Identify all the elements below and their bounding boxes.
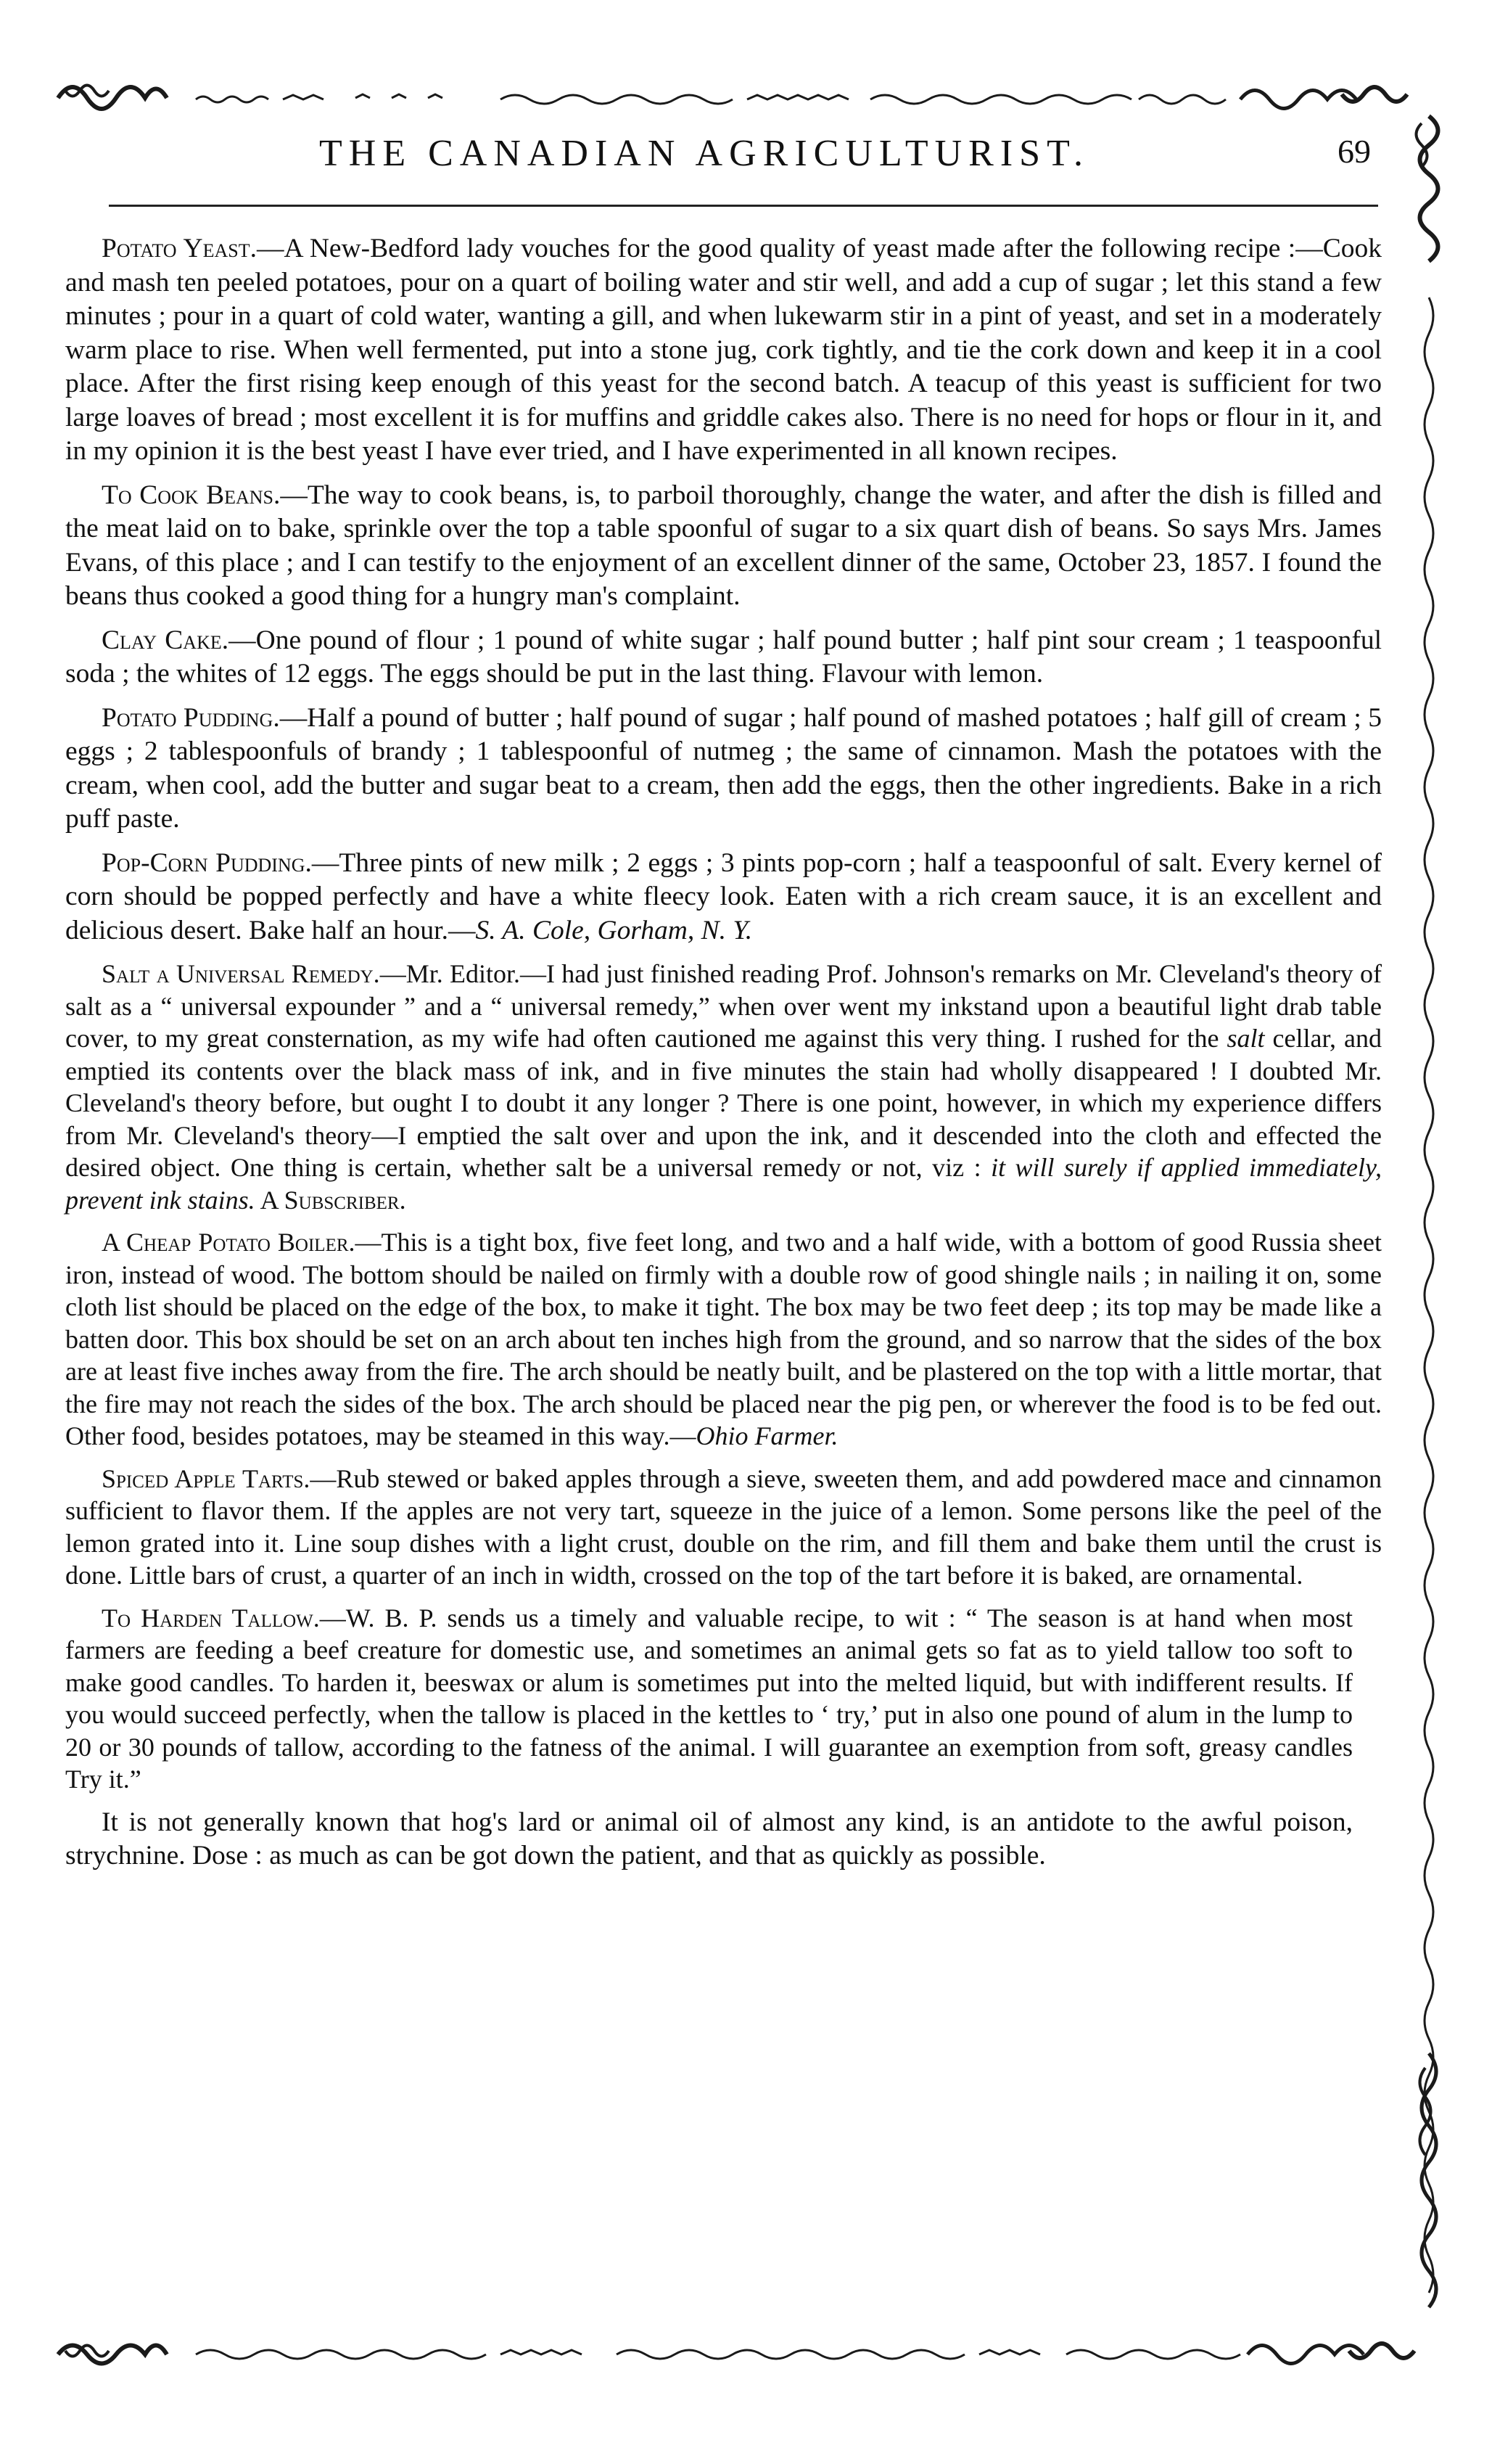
article-body-continued: cellar, and emptied its contents over the black mass of ink, and in five minutes the stain had wholly disappeared ! I doubted Mr. Cleveland's theory before, but ought I to doubt it any longer ? There is one point, however, in which my experience differs from Mr. Cleveland's theory—I emptied the salt over and upon the ink, and it descended into the cloth and effected the desired object. One thing is certain, whether salt be a universal remedy or not, viz : — [65, 1024, 1382, 1182]
article-potato-pudding — [65, 702, 1382, 837]
page-number: 69 — [1338, 133, 1371, 170]
article-heading: To Cook Beans. — [102, 480, 281, 510]
article-body: —W. B. P. sends us a timely and valuable recipe, to wit : “ The season is at hand when most farmers are feeding a beef creature for domestic use, and sometimes an animal gets so fat as to yield tallow too soft to make good candles. To harden it, beeswax or alum is sometimes put into the melted liquid, but with indifferent results. If you would succeed perfectly, when the tallow is placed in the kettles to ‘ try,’ put in also one pound of alum in the lump to 20 or 30 pounds of tallow, according to the fatness of the animal. I will guarantee an exemption from soft, greasy candles Try it.” — [65, 1603, 1353, 1794]
right-ornamental-border — [1404, 109, 1454, 2336]
bottom-ornamental-border — [51, 2329, 1443, 2380]
article-salt-universal-remedy — [65, 958, 1382, 1216]
article-signature: S. A. Cole, Gorham, N. Y. — [475, 915, 753, 945]
running-header — [109, 132, 1378, 183]
article-emphasis: salt — [1227, 1024, 1265, 1053]
article-heading: Spiced Apple Tarts. — [102, 1463, 310, 1493]
article-column — [65, 232, 1382, 1884]
journal-title: THE CANADIAN AGRICULTURIST. — [319, 133, 1089, 174]
article-body: —A New-Bedford lady vouches for the good quality of yeast made after the following recipe :—Cook and mash ten peeled potatoes, pour on a quart of boiling water and stir well, and add a cup of sugar ; let this stand a few minutes ; pour in a quart of cold water, wanting a gill, and when lukewarm stir in a pint of yeast, and set in a moderately warm place to rise. When well fermented, put into a stone jug, cork tightly, and tie the cork down and keep it in a cool place. After the first rising keep enough of this yeast for the second batch. A teacup of this yeast is sufficient for two large loaves of bread ; most excellent it is for muffins and griddle cakes also. There is no need for hops or flour in it, and in my opinion it is the best yeast I have ever tried, and I have experimented in all known recipes. — [65, 234, 1382, 466]
article-clay-cake — [65, 624, 1382, 691]
article-body: It is not generally known that hog's lard or animal oil of almost any kind, is an antidote to the awful poison, strychnine. Dose : as much as can be got down the patient, and that as quickly as possible. — [65, 1807, 1353, 1870]
article-body: —Three pints of new milk ; 2 eggs ; 3 pints pop-corn ; half a teaspoonful of salt. Every kernel of corn should be popped perfectly and have a white fleecy look. Eaten with a rich cream sauce, it is an excellent and delicious desert. Bake half an hour.— — [65, 847, 1382, 945]
article-potato-yeast — [65, 232, 1382, 469]
header-rule — [109, 205, 1378, 207]
article-body: —This is a tight box, five feet long, and two and a half wide, with a bottom of good Russia sheet iron, instead of wood. The bottom should be nailed on firmly with a double row of good shingle nails ; in nailing it on, some cloth list should be placed on the edge of the box, to make it tight. The box may be two feet deep ; its top may be made like a batten door. This box should be set on an arch about ten inches high from the ground, and so narrow that the sides of the box are at least five inches away from the fire. The arch should be neatly built, and be plastered on the top with a little mortar, that the fire may not reach the sides of the box. The arch should be placed near the pig pen, or wherever the food is to be fed out. Other food, besides potatoes, may be steamed in this way.— — [65, 1228, 1382, 1450]
article-to-harden-tallow — [65, 1602, 1353, 1796]
article-heading: To Harden Tallow. — [102, 1603, 320, 1633]
article-spiced-apple-tarts — [65, 1463, 1382, 1592]
article-strychnine-antidote — [65, 1806, 1353, 1873]
article-signature: Ohio Farmer. — [696, 1421, 838, 1450]
top-ornamental-border — [51, 69, 1443, 120]
article-cheap-potato-boiler — [65, 1226, 1382, 1453]
article-heading: Salt a Universal Remedy. — [102, 959, 380, 988]
article-body: —Rub stewed or baked apples through a sieve, sweeten them, and add powdered mace and cinnamon sufficient to flavor them. If the apples are not very tart, squeeze in the juice of a lemon. Some persons like the peel of the lemon grated into it. Line soup dishes with a light crust, double on the rim, and fill them and bake them until the crust is done. Little bars of crust, a quarter of an inch in width, crossed on the top of the tart before it is baked, are ornamental. — [65, 1463, 1382, 1590]
article-body: —Half a pound of butter ; half pound of sugar ; half pound of mashed potatoes ; half gill of cream ; 5 eggs ; 2 tablespoonfuls of brandy ; 1 tablespoonful of nutmeg ; the same of cinnamon. Mash the potatoes with the cream, when cool, add the butter and sugar beat to a cream, then add the eggs, then the other ingredients. Bake in a rich puff paste. — [65, 702, 1382, 834]
article-heading: Potato Pudding. — [102, 702, 280, 733]
article-pop-corn-pudding — [65, 847, 1382, 948]
article-to-cook-beans — [65, 479, 1382, 614]
article-body: —The way to cook beans, is, to parboil thoroughly, change the water, and after the dish is filled and the meat laid on to bake, sprinkle over the top a table spoonful of sugar to a six quart dish of beans. So says Mrs. James Evans, of this place ; and I can testify to the enjoyment of an excellent dinner of the same, October 23, 1857. I found the beans thus cooked a good thing for a hungry man's complaint. — [65, 480, 1382, 611]
article-heading: A Cheap Potato Boiler. — [102, 1228, 355, 1257]
article-body: —One pound of flour ; 1 pound of white sugar ; half pound butter ; half pint sour cream ; 1 teaspoonful soda ; the whites of 12 eggs. The eggs should be put in the last thing. Flavour with lemon. — [65, 625, 1382, 689]
article-body: —Mr. Editor.—I had just finished reading Prof. Johnson's remarks on Mr. Cleveland's theory of salt as a “ universal expounder ” and a “ universal remedy,” when over went my inkstand upon a beautiful light drab table cover, to my great consternation, as my wife had often cautioned me against this very thing. I rushed for the — [65, 959, 1382, 1053]
article-heading: Pop-Corn Pudding. — [102, 847, 312, 878]
article-heading: Clay Cake. — [102, 625, 229, 655]
article-signature: A Subscriber. — [255, 1185, 406, 1215]
article-emphasis: it will surely if applied immediately, prevent ink stains. — [65, 1153, 1382, 1215]
article-heading: Potato Yeast. — [102, 234, 257, 263]
